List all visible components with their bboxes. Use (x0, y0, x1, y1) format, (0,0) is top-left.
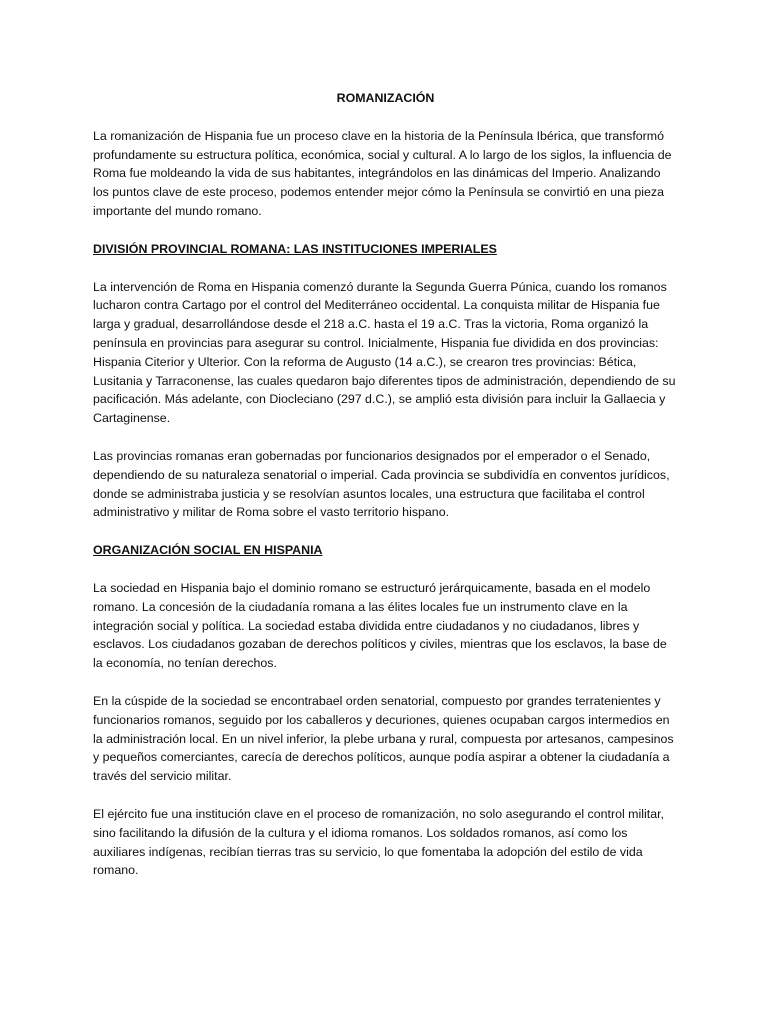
document-title: ROMANIZACIÓN (336, 91, 435, 105)
paragraph-provincias: Las provincias romanas eran gobernadas por funcionarios designados por el emperador o el Senado, dependiendo de su naturaleza senatorial o imperial. Cada provincia se subdividía en conventos jurídicos, donde se administraba justicia y se resolvían asuntos locales, una estructura que facilitaba el control administrativo y militar de Roma sobre el vasto territorio hispano. (93, 448, 670, 520)
document-body (93, 89, 678, 899)
paragraph-intervencion: La intervención de Roma en Hispania comenzó durante la Segunda Guerra Púnica, cuando los romanos lucharon contra Cartago por el control del Mediterráneo occidental. La conquista militar de Hispania fue larga y gradual, desarrollándose desde el 218 a.C. hasta el 19 a.C. Tras la victoria, Roma organizó la península en provincias para asegurar su control. Inicialmente, Hispania fue dividida en dos provincias: Hispania Citerior y Ulterior. Con la reforma de Augusto (14 a.C.), se crearon tres provincias: Bética, Lusitania y Tarraconense, las cuales quedaron bajo diferentes tipos de administración, dependiendo de su pacificación. Más adelante, con Diocleciano (297 d.C.), se amplió esta división para incluir la Gallaecia y Cartaginense. (93, 279, 676, 426)
paragraph-cuspide: En la cúspide de la sociedad se encontrabael orden senatorial, compuesto por grandes terratenientes y funcionarios romanos, seguido por los caballeros y decuriones, quienes ocupaban cargos intermedios en la administración local. En un nivel inferior, la plebe urbana y rural, compuesta por artesanos, campesinos y pequeños comerciantes, carecía de derechos políticos, aunque podía aspirar a obtener la ciudadanía a través del servicio militar. (93, 693, 674, 784)
paragraph-sociedad: La sociedad en Hispania bajo el dominio romano se estructuró jerárquicamente, basada en el modelo romano. La concesión de la ciudadanía romana a las élites locales fue un instrumento clave en la integración social y política. La sociedad estaba dividida entre ciudadanos y no ciudadanos, libres y esclavos. Los ciudadanos gozaban de derechos políticos y civiles, mientras que los esclavos, la base de la economía, no tenían derechos. (93, 580, 667, 671)
paragraph-ejercito: El ejército fue una institución clave en el proceso de romanización, no solo asegurando el control militar, sino facilitando la difusión de la cultura y el idioma romanos. Los soldados romanos, así como los auxiliares indígenas, recibían tierras tras su servicio, lo que fomentaba la adopción del estilo de vida romano. (93, 806, 664, 878)
section-heading-organizacion-social: ORGANIZACIÓN SOCIAL EN HISPANIA (93, 543, 323, 558)
section-heading-division-provincial: DIVISIÓN PROVINCIAL ROMANA: LAS INSTITUCIONES IMPERIALES (93, 241, 497, 256)
intro-paragraph: La romanización de Hispania fue un proceso clave en la historia de la Península Ibérica, que transformó profundamente su estructura política, económica, social y cultural. A lo largo de los siglos, la influencia de Roma fue moldeando la vida de sus habitantes, integrándolos en las dinámicas del Imperio. Analizando los puntos clave de este proceso, podemos entender mejor cómo la Península se convirtió en una pieza importante del mundo romano. (93, 128, 672, 218)
